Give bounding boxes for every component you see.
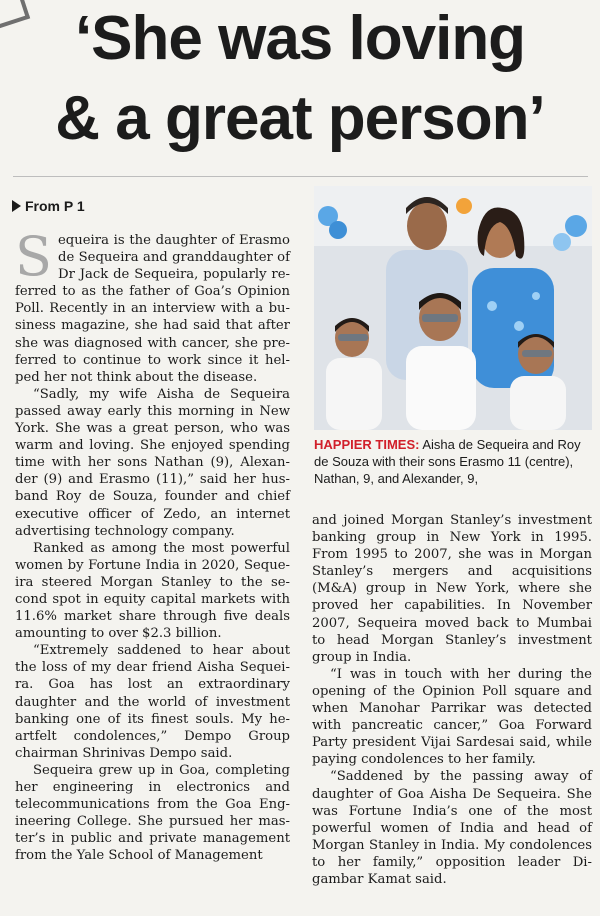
paragraph-2: “Sadly, my wife Aisha de Sequeira passed away early this morning in New York. She was a great person, who was warm and loving. She enjoyed spending time with her sons Nathan (9), Alexander (9) and Erasmo (11),” said her husband Roy de Souza, founder and chief executive officer of Zedo, an internet advertising technology company. bbox=[15, 386, 290, 539]
headline-line-2: & a great person’ bbox=[55, 84, 545, 153]
headline-line-1: ‘She was loving bbox=[74, 4, 526, 73]
article-column-2 bbox=[312, 512, 592, 888]
paragraph-1-text: equeira is the daughter of Erasmo de Sequeira and granddaughter of Dr Jack de Sequeira, popularly referred to as the father of Goa’s Opinion Poll. Recently in an interview with a business magazine, she had said that after she was diagnosed with cancer, she preferred to continue to work since it helped her not think about the disease. bbox=[15, 233, 290, 385]
kicker-text: From P 1 bbox=[25, 198, 85, 214]
continued-from-kicker bbox=[12, 198, 85, 214]
photo-caption bbox=[314, 436, 592, 487]
paragraph-3: Ranked as among the most powerful women by Fortune India in 2020, Sequeira steered Morgan Stanley to the second spot in equity capital markets with 11.6% market share through five deals amounting to over $2.3 billion. bbox=[15, 540, 290, 642]
paragraph-4: “Extremely saddened to hear about the loss of my dear friend Aisha Sequeira. Goa has lost an extraordinary daughter and the world of investment banking one of its finest souls. My heartfelt condolences,” Dempo Group chairman Shrinivas Dempo said. bbox=[15, 643, 290, 761]
caption-label: HAPPIER TIMES: bbox=[314, 437, 420, 452]
paragraph-6: and joined Morgan Stanley’s investment banking group in New York in 1995. From 1995 to 2007, she was in Morgan Stanley’s mergers and acquisitions (M&A) group in New York, where she proved her capabilities. In November 2007, Sequeira moved back to Mumbai to head Morgan Stanley’s investment group in India. bbox=[312, 513, 592, 665]
caption-text: Aisha de Sequeira and Roy de Souza with their sons Erasmo 11 (centre), Nathan, 9, and Alexander, 9, bbox=[314, 437, 581, 486]
divider-rule bbox=[13, 176, 588, 177]
article-column-1 bbox=[15, 225, 290, 864]
drop-cap: S bbox=[15, 225, 52, 288]
triangle-arrow-icon bbox=[12, 200, 21, 212]
family-photo-illustration bbox=[314, 186, 592, 430]
paragraph-5: Sequeira grew up in Goa, completing her engineering in electronics and telecommunications from the Goa Engineering College. She pursued her master’s in public and private management from the Yale School of Management bbox=[15, 762, 290, 864]
paragraph-1 bbox=[15, 225, 290, 386]
paragraph-8: “Saddened by the passing away of daughter of Goa Aisha De Sequeira. She was Fortune India’s one of the most powerful women of India and head of Morgan Stanley in India. My condolences to her family,” opposition leader Digambar Kamat said. bbox=[312, 769, 592, 887]
family-photo bbox=[314, 186, 592, 430]
paragraph-7: “I was in touch with her during the opening of the Opinion Poll square and when Manohar Parrikar was detected with pancreatic cancer,” Goa Forward Party president Vijai Sardesai said, while paying condolences to her family. bbox=[312, 666, 592, 768]
